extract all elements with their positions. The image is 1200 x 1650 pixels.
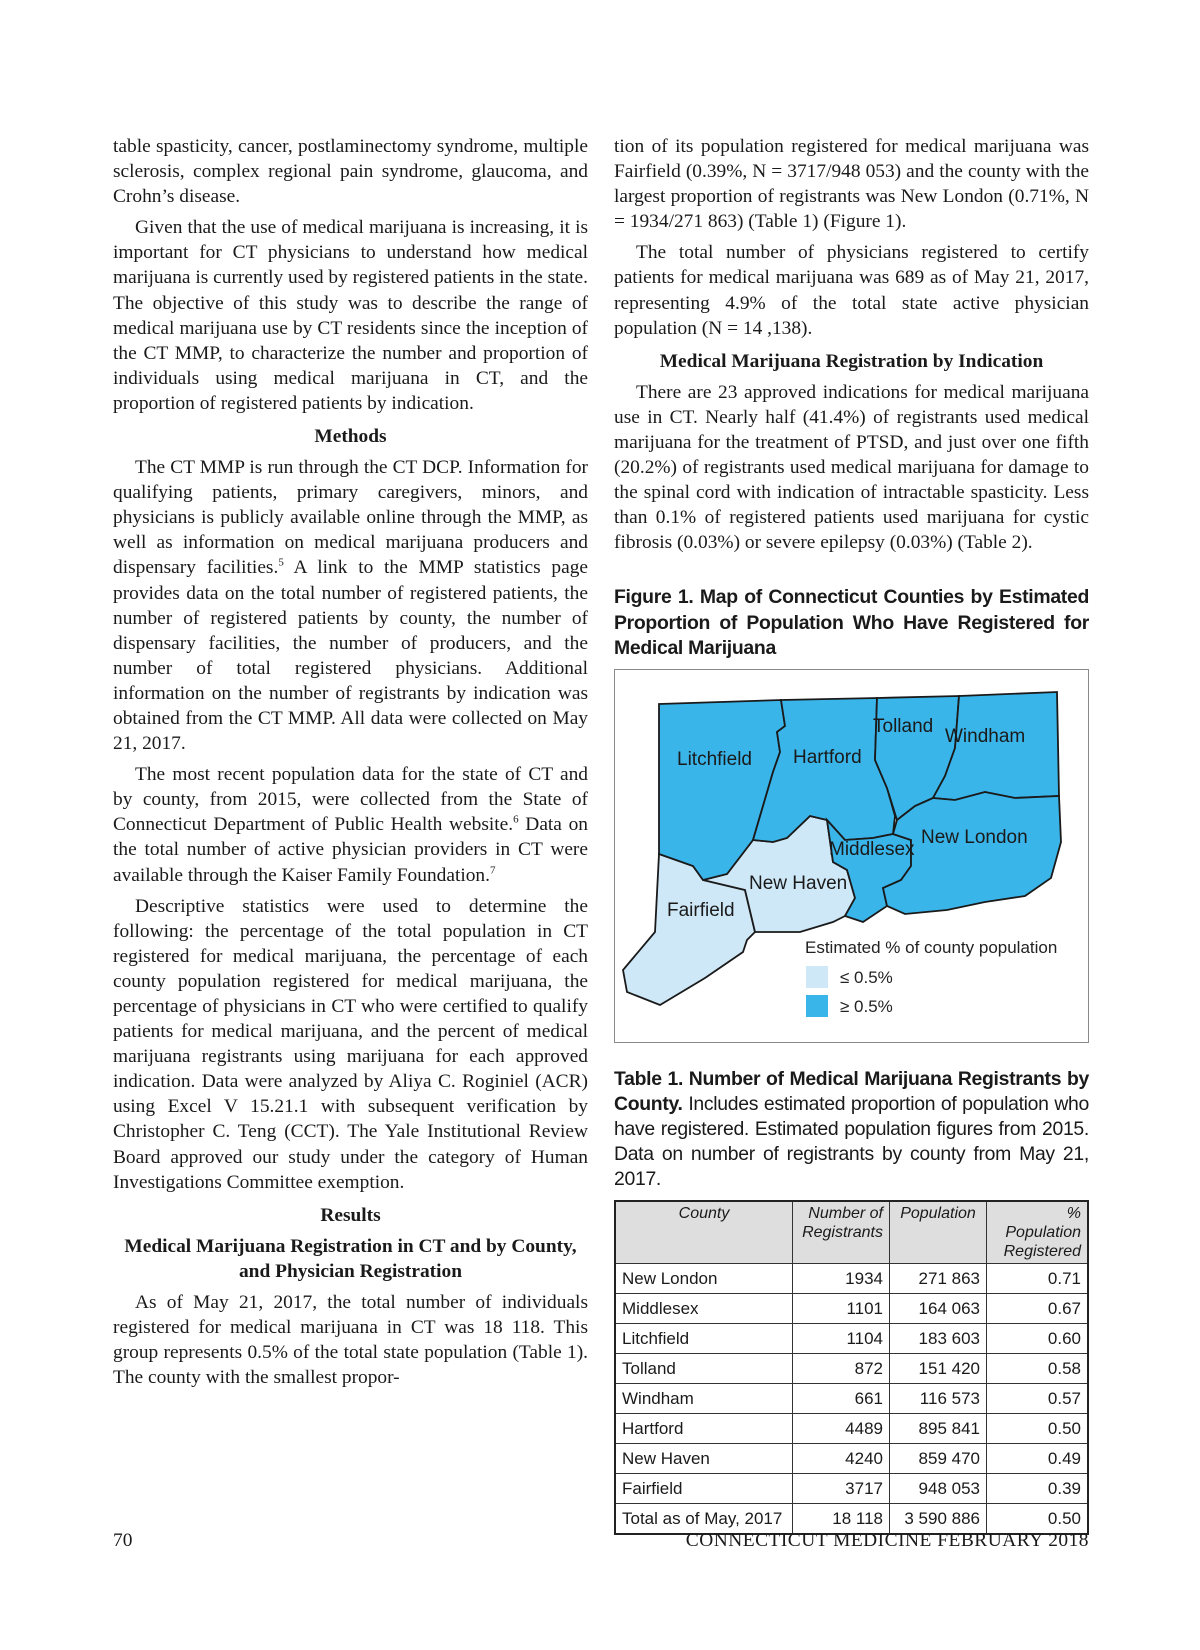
reference-marker: 6	[513, 813, 519, 826]
column-header: Population	[890, 1201, 987, 1264]
table-cell-county: New Haven	[615, 1444, 793, 1474]
page-number: 70	[113, 1530, 133, 1551]
table-row	[615, 1354, 1088, 1384]
left-column	[113, 134, 588, 1396]
table-cell-county: Tolland	[615, 1354, 793, 1384]
table-cell-value: 164 063	[890, 1294, 987, 1324]
table-cell-value: 0.57	[987, 1384, 1089, 1414]
table-cell-value: 0.58	[987, 1354, 1089, 1384]
section-heading-methods: Methods	[314, 426, 387, 448]
table-row	[615, 1444, 1088, 1474]
table-cell-value: 3 590 886	[890, 1504, 987, 1535]
table-row	[615, 1324, 1088, 1354]
table-cell-value: 0.39	[987, 1474, 1089, 1504]
map-label-fairfield: Fairfield	[667, 899, 735, 921]
table-cell-value: 271 863	[890, 1264, 987, 1294]
figure-caption: Figure 1. Map of Connecticut Counties by Estimated Proportion of Population Who Have Registered for Medical Marijuana	[614, 586, 1089, 659]
table-cell-county: New London	[615, 1264, 793, 1294]
table-cell-value: 0.71	[987, 1264, 1089, 1294]
paragraph: The total number of physicians registered to certify patients for medical marijuana was 689 as of May 21, 2017, representing 4.9% of the total state active physician population (N = 14 ,138).	[614, 242, 1089, 339]
map-label-new-london: New London	[921, 826, 1028, 848]
legend-label-high: ≥ 0.5%	[840, 996, 893, 1016]
map-label-litchfield: Litchfield	[677, 748, 752, 770]
table-caption: Table 1. Number of Medical Marijuana Registrants by County. Includes estimated proportion of population who have registered. Estimated population figures from 2015. Data on number of registrants by county from May 21, 2017.	[614, 1067, 1089, 1191]
table-header-row	[615, 1201, 1088, 1264]
journal-footer: CONNECTICUT MEDICINE FEBRUARY 2018	[685, 1530, 1089, 1551]
table-cell-value: 18 118	[793, 1504, 890, 1535]
table-row	[615, 1384, 1088, 1414]
paragraph: tion of its population registered for medical marijuana was Fairfield (0.39%, N = 3717/948 053) and the county with the largest proportion of registrants was New London (0.71%, N = 1934/271 863) (Table 1) (Figure 1).	[614, 136, 1089, 233]
legend-swatch-high	[806, 995, 828, 1017]
table-row	[615, 1414, 1088, 1444]
table-cell-value: 116 573	[890, 1384, 987, 1414]
table-cell-value: 0.60	[987, 1324, 1089, 1354]
table-row	[615, 1294, 1088, 1324]
map-label-hartford: Hartford	[793, 746, 862, 768]
map-label-tolland: Tolland	[873, 715, 934, 737]
table-cell-value: 0.50	[987, 1414, 1089, 1444]
table-cell-value: 183 603	[890, 1324, 987, 1354]
paragraph: As of May 21, 2017, the total number of individuals registered for medical marijuana in CT was 18 118. This group represents 0.5% of the total state population (Table 1). The county with the smallest propor-	[113, 1291, 588, 1389]
table-cell-value: 4489	[793, 1414, 890, 1444]
table-cell-value: 4240	[793, 1444, 890, 1474]
table-row	[615, 1264, 1088, 1294]
paragraph: Given that the use of medical marijuana is increasing, it is important for CT physicians to understand how medical marijuana is currently used by registered patients in the state. The objective of this study was to describe the range of medical marijuana use by CT residents since the inception of the CT MMP, to characterize the number and proportion of individuals using medical marijuana in CT, and the proportion of registered patients by indication.	[113, 217, 588, 414]
table-cell-county: Hartford	[615, 1414, 793, 1444]
legend-label-low: ≤ 0.5%	[840, 967, 893, 987]
table-cell-value: 895 841	[890, 1414, 987, 1444]
map-svg	[615, 670, 1088, 1042]
table-cell-value: 1104	[793, 1324, 890, 1354]
table-cell-value: 3717	[793, 1474, 890, 1504]
right-column	[614, 134, 1089, 1535]
paragraph: table spasticity, cancer, postlaminectomy syndrome, multiple sclerosis, complex regional pain syndrome, glaucoma, and Crohn’s disease.	[113, 136, 588, 208]
table-cell-value: 0.49	[987, 1444, 1089, 1474]
table-cell-county: Windham	[615, 1384, 793, 1414]
connecticut-county-map	[614, 669, 1089, 1043]
subsection-heading-registration: Medical Marijuana Registration in CT and by County, and Physician Registration	[124, 1235, 577, 1282]
table-cell-value: 872	[793, 1354, 890, 1384]
legend-swatch-low	[806, 966, 828, 988]
table-cell-value: 948 053	[890, 1474, 987, 1504]
table-cell-county: Middlesex	[615, 1294, 793, 1324]
map-label-middlesex: Middlesex	[829, 838, 915, 860]
column-header: Number of Registrants	[793, 1201, 890, 1264]
table-cell-value: 859 470	[890, 1444, 987, 1474]
reference-marker: 5	[278, 556, 284, 569]
registrants-by-county-table	[614, 1200, 1089, 1535]
table-cell-value: 1101	[793, 1294, 890, 1324]
table-cell-county: Litchfield	[615, 1324, 793, 1354]
table-cell-county: Fairfield	[615, 1474, 793, 1504]
paragraph: The most recent population data for the state of CT and by county, from 2015, were collected from the State of Connecticut Department of Public Health website.$^6$ Data on the total number of active physician providers in CT were available through the Kaiser Family Foundation.$^7$	[113, 764, 588, 886]
table-cell-value: 0.50	[987, 1504, 1089, 1535]
map-label-windham: Windham	[945, 725, 1026, 747]
column-header: % Population Registered	[987, 1201, 1089, 1264]
table-row	[615, 1474, 1088, 1504]
subsection-heading-indication: Medical Marijuana Registration by Indication	[659, 350, 1044, 372]
paragraph: The CT MMP is run through the CT DCP. Information for qualifying patients, primary caregivers, minors, and physicians is publicly available online through the MMP, as well as information on medical marijuana producers and dispensary facilities.$^5$ A link to the MMP statistics page provides data on the total number of registered patients, the number of registered patients by county, the number of dispensary facilities, the number of producers, and the number of total registered physicians. Additional information on the number of registrants by indication was obtained from the CT MMP. All data were collected on May 21, 2017.	[113, 457, 589, 755]
table-cell-value: 151 420	[890, 1354, 987, 1384]
table-cell-value: 0.67	[987, 1294, 1089, 1324]
column-header: County	[615, 1201, 793, 1264]
section-heading-results: Results	[320, 1204, 381, 1226]
legend-title: Estimated % of county population	[805, 937, 1058, 957]
table-cell-value: 1934	[793, 1264, 890, 1294]
reference-marker: 7	[489, 864, 496, 877]
table-cell-value: 661	[793, 1384, 890, 1414]
table-cell-county: Total as of May, 2017	[615, 1504, 793, 1535]
map-label-new-haven: New Haven	[749, 872, 848, 894]
paragraph: Descriptive statistics were used to determine the following: the percentage of the total population in CT registered for medical marijuana, the percentage of each county population registered for medical marijuana, the percentage of physicians in CT who were certified to qualify patients for medical marijuana, and the percent of medical marijuana registrants using marijuana for each approved indication. Data were analyzed by Aliya C. Roginiel (ACR) using Excel V 15.21.1 with subsequent verification by Christopher C. Teng (CCT). The Yale Institutional Review Board approved our study under the category of Human Investigations Committee exemption.	[113, 895, 588, 1193]
paragraph: There are 23 approved indications for medical marijuana use in CT. Nearly half (41.4%) of registrants used medical marijuana for the treatment of PTSD, and just over one fifth (20.2%) of registrants used medical marijuana for damage to the spinal cord with indication of intractable spasticity. Less than 0.1% of registered patients used marijuana for cystic fibrosis (0.03%) or severe epilepsy (0.03%) (Table 2).	[614, 381, 1089, 554]
